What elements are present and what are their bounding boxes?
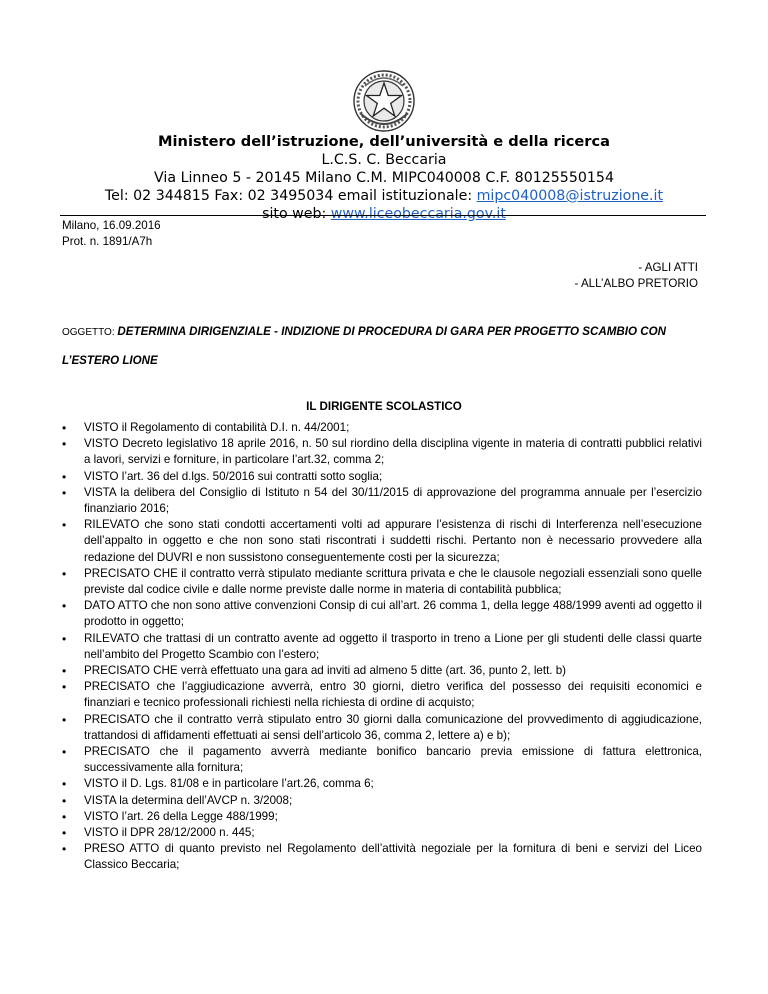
list-item — [62, 744, 702, 776]
section-heading: IL DIRIGENTE SCOLASTICO — [306, 400, 462, 413]
list-item — [62, 679, 702, 711]
date-block — [62, 218, 161, 250]
list-item — [62, 485, 702, 517]
bullet-icon: • — [62, 793, 67, 808]
list-item-text: PRECISATO che l’aggiudicazione avverrà, entro 30 giorni, dietro verifica del possesso dei requisiti economici e finanziari e tecnico professionali richiesti nella richiesta di ordine di acquisto; — [84, 680, 702, 710]
list-item-text: PRESO ATTO di quanto previsto nel Regolamento dell’attività negoziale per la fornitura di beni e servizi del Liceo Classico Beccaria; — [84, 842, 702, 872]
recipients-block — [380, 260, 698, 292]
list-item-text: PRECISATO che il contratto verrà stipulato entro 30 giorni dalla comunicazione del provvedimento di aggiudicazione, trattandosi di affidamenti effettuati ai sensi dell’articolo 36, comma 2, lettere a) e b); — [84, 712, 702, 742]
website-prefix: sito web: — [262, 206, 331, 222]
list-item — [62, 566, 702, 598]
bullet-icon: • — [62, 518, 67, 533]
bullet-icon: • — [62, 437, 67, 452]
list-item — [62, 663, 702, 679]
list-item-text: VISTO l’art. 26 della Legge 488/1999; — [84, 809, 278, 823]
list-item-text: VISTO l’art. 36 del d.lgs. 50/2016 sui contratti sotto soglia; — [84, 469, 383, 483]
bullet-icon: • — [62, 745, 67, 760]
subject-label: OGGETTO: — [62, 327, 118, 338]
list-item — [62, 841, 702, 873]
list-item — [62, 793, 702, 809]
list-item-text: VISTO il DPR 28/12/2000 n. 445; — [84, 826, 255, 840]
school-name: L.C.S. C. Beccaria — [321, 152, 447, 168]
contacts-prefix: Tel: 02 344815 Fax: 02 3495034 email istituzionale: — [104, 188, 477, 204]
subject-text: DETERMINA DIRIGENZIALE - INDIZIONE DI PROCEDURA DI GARA PER PROGETTO SCAMBIO CON L’ESTERO LIONE — [62, 325, 666, 367]
list-item-text: PRECISATO CHE il contratto verrà stipulato mediante scrittura privata e che le clausole negoziali essenziali sono quelle previste dal codice civile e dalle norme previste dalle norme in materia di contabilità pubblica; — [84, 566, 702, 597]
bullet-icon: • — [62, 664, 67, 679]
bullet-icon: • — [62, 777, 67, 792]
bullet-icon: • — [62, 566, 67, 581]
list-item-text: VISTA la delibera del Consiglio di Istituto n 54 del 30/11/2015 di approvazione del programma annuale per l’esercizio finanziario 2016; — [84, 485, 702, 516]
recipient-albo: - ALL’ALBO PRETORIO — [574, 277, 698, 291]
list-item-text: VISTO il Regolamento di contabilità D.I. n. 44/2001; — [84, 421, 350, 434]
school-address: Via Linneo 5 - 20145 Milano C.M. MIPC040008 C.F. 80125550154 — [154, 170, 614, 186]
list-item-text: RILEVATO che trattasi di un contratto avente ad oggetto il trasporto in treno a Lione per gli studenti delle classi quarte nell’ambito del Progetto Scambio con l’estero; — [84, 631, 702, 661]
bullet-icon: • — [62, 485, 67, 500]
list-item — [62, 517, 702, 566]
list-item-text: PRECISATO CHE verrà effettuato una gara ad inviti ad almeno 5 ditte (art. 36, punto 2, lett. b) — [84, 664, 567, 678]
bullet-icon: • — [62, 842, 67, 857]
bullet-icon: • — [62, 421, 67, 435]
list-item-text: VISTA la determina dell’AVCP n. 3/2008; — [84, 793, 293, 807]
list-item — [62, 631, 702, 663]
considerations-list — [62, 420, 702, 874]
list-item-text: VISTO Decreto legislativo 18 aprile 2016, n. 50 sul riordino della disciplina vigente in materia di contratti pubblici relativi a lavori, servizi e forniture, in particolare l’art.32, comma 2; — [84, 437, 702, 467]
list-item — [62, 436, 702, 468]
document-date: Milano, 16.09.2016 — [62, 219, 161, 232]
list-item — [62, 825, 702, 841]
bullet-icon: • — [62, 826, 67, 841]
list-item — [62, 712, 702, 744]
bullet-icon: • — [62, 469, 67, 484]
list-item — [62, 809, 702, 825]
protocol-number: Prot. n. 1891/A7h — [62, 235, 153, 249]
subject-block — [62, 318, 702, 375]
list-item — [62, 420, 702, 436]
list-item-text: VISTO il D. Lgs. 81/08 e in particolare l’art.26, comma 6; — [84, 777, 374, 791]
website-link[interactable]: www.liceobeccaria.gov.it — [330, 206, 506, 222]
contacts-line — [0, 187, 768, 205]
header-divider — [60, 215, 706, 216]
bullet-icon: • — [62, 680, 67, 695]
recipient-atti: - AGLI ATTI — [638, 261, 698, 274]
list-item — [62, 598, 702, 630]
bullet-icon: • — [62, 712, 67, 727]
list-item-text: RILEVATO che sono stati condotti accertamenti volti ad appurare l’esistenza di rischi di Interferenza nell’esecuzione dell’appalto in oggetto e che non sono stati riscontrati i suddetti rischi. Pertanto non è necessario provvedere alla redazione del DUVRI e non sussistono conseguentemente costi per la sicurezza; — [84, 518, 702, 564]
list-item-text: PRECISATO che il pagamento avverrà mediante bonifico bancario previa emissione di fattura elettronica, successivamente alla fornitura; — [84, 745, 702, 775]
ministry-name: Ministero dell’istruzione, dell’università e della ricerca — [158, 133, 610, 150]
bullet-icon: • — [62, 809, 67, 824]
list-item — [62, 469, 702, 485]
republic-emblem-icon — [351, 68, 417, 134]
bullet-icon: • — [62, 599, 67, 614]
list-item — [62, 776, 702, 792]
list-item-text: DATO ATTO che non sono attive convenzioni Consip di cui all’art. 26 comma 1, della legge 488/1999 aventi ad oggetto il prodotto in oggetto; — [84, 599, 702, 629]
bullet-icon: • — [62, 631, 67, 646]
email-link[interactable]: mipc040008@istruzione.it — [476, 188, 664, 204]
letterhead — [0, 133, 768, 223]
